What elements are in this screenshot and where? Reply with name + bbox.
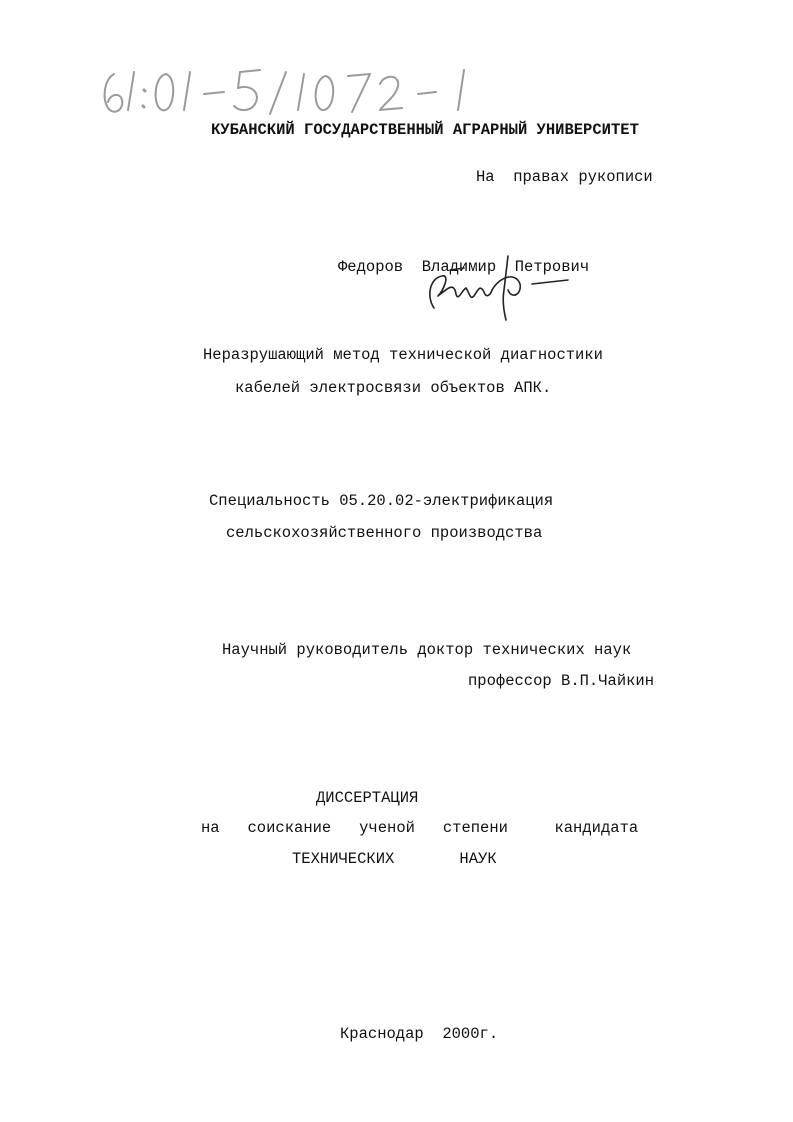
degree-line-2: ТЕХНИЧЕСКИХ НАУК xyxy=(292,850,497,868)
author-signature xyxy=(420,250,580,322)
degree-line-1: на соискание ученой степени кандидата xyxy=(201,819,639,837)
archive-number-stamp xyxy=(100,62,480,122)
specialty-line-1: Специальность 05.20.02-электрификация xyxy=(209,492,554,510)
supervisor-line-2: профессор В.П.Чайкин xyxy=(468,672,655,690)
specialty-line-2: сельскохозяйственного производства xyxy=(226,524,543,542)
manuscript-rights: На правах рукописи xyxy=(476,168,653,186)
dissertation-title-line-1: Неразрушающий метод технической диагностики xyxy=(203,346,603,364)
dissertation-title-line-2: кабелей электросвязи объектов АПК. xyxy=(235,379,552,397)
stamp-handwriting xyxy=(105,70,464,114)
place-and-year: Краснодар 2000г. xyxy=(340,1025,499,1043)
author-name: Федоров Владимир Петрович xyxy=(338,258,590,276)
dissertation-heading: ДИССЕРТАЦИЯ xyxy=(316,789,419,807)
university-name: КУБАНСКИЙ ГОСУДАРСТВЕННЫЙ АГРАРНЫЙ УНИВЕРСИТЕТ xyxy=(211,121,639,139)
supervisor-line-1: Научный руководитель доктор технических наук xyxy=(222,641,632,659)
signature-stroke xyxy=(430,256,568,320)
